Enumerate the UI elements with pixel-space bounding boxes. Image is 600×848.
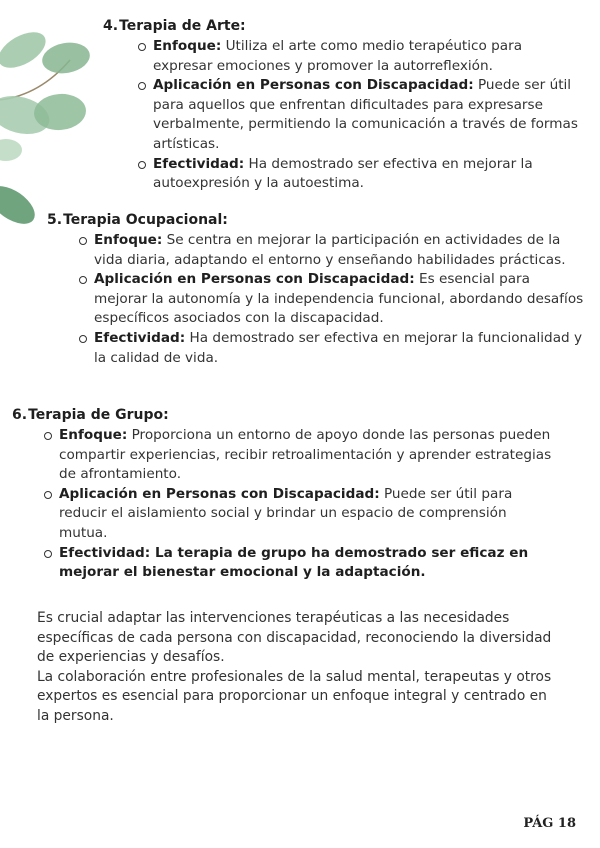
page-number: PÁG 18	[523, 816, 576, 831]
list-item: Efectividad: Ha demostrado ser efectiva en mejorar la autoexpresión y la autoestima.	[135, 155, 583, 194]
section-terapia-ocupacional	[47, 212, 587, 368]
list-item: Aplicación en Personas con Discapacidad: Es esencial para mejorar la autonomía y la independencia funcional, abordando desafíos específicos asociados con la discapacidad.	[76, 270, 587, 329]
list-item: Enfoque: Proporciona un entorno de apoyo donde las personas pueden compartir experiencias, recibir retroalimentación y aprender estrategias de afrontamiento.	[41, 426, 552, 485]
list-item: Enfoque: Se centra en mejorar la participación en actividades de la vida diaria, adaptando el entorno y enseñando habilidades prácticas.	[76, 231, 587, 270]
closing-paragraphs	[37, 609, 557, 727]
list-item: Efectividad: Ha demostrado ser efectiva en mejorar la funcionalidad y la calidad de vida.	[76, 329, 587, 368]
list-item: Enfoque: Utiliza el arte como medio terapéutico para expresar emociones y promover la autorreflexión.	[135, 37, 583, 76]
list-item: Aplicación en Personas con Discapacidad: Puede ser útil para reducir el aislamiento social y brindar un espacio de comprensión mutua.	[41, 485, 552, 544]
section-heading: 6.Terapia de Grupo:	[12, 407, 169, 423]
closing-paragraph: La colaboración entre profesionales de la salud mental, terapeutas y otros expertos es esencial para proporcionar un enfoque integral y centrado en la persona.	[37, 668, 552, 724]
closing-paragraph: Es crucial adaptar las intervenciones terapéuticas a las necesidades específicas de cada persona con discapacidad, reconociendo la diversidad de experiencias y desafíos.	[37, 610, 552, 666]
list-item: Aplicación en Personas con Discapacidad: Puede ser útil para aquellos que enfrentan dificultades para expresarse verbalmente, permitiendo la comunicación a través de formas artísticas.	[135, 76, 583, 154]
section-terapia-de-arte	[103, 18, 583, 194]
list-item: Efectividad: La terapia de grupo ha demostrado ser eficaz en mejorar el bienestar emocional y la adaptación.	[41, 544, 552, 583]
section-heading: 5.Terapia Ocupacional:	[47, 212, 228, 228]
section-heading: 4.Terapia de Arte:	[103, 18, 246, 34]
section-terapia-de-grupo	[12, 407, 552, 583]
